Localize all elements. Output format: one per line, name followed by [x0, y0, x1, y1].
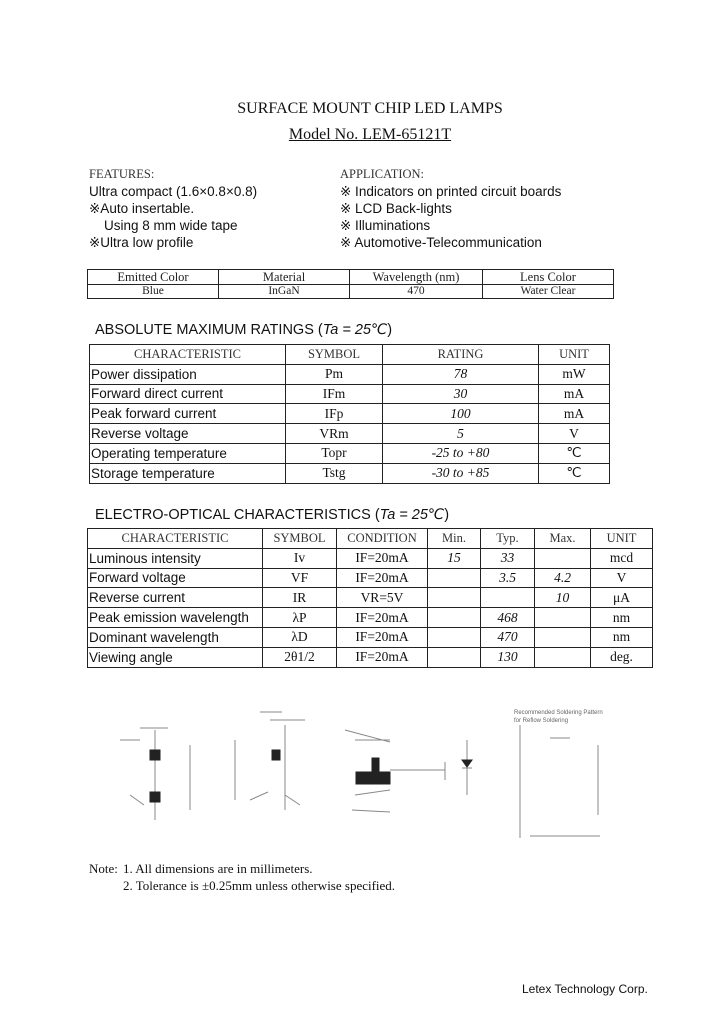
table-cell: IF=20mA [337, 627, 428, 647]
emitted-color-table [87, 269, 614, 299]
table-cell: nm [591, 627, 653, 647]
section-title-close: ) [444, 507, 450, 523]
table-cell: IF=20mA [337, 568, 428, 588]
abs-ratings-table [89, 344, 610, 484]
table-cell: mcd [591, 548, 653, 568]
table-header-cell: RATING [383, 345, 539, 365]
table-row [90, 443, 610, 463]
table-cell: 30 [383, 384, 539, 404]
table-row [88, 647, 653, 667]
feature-item: ※Auto insertable. [89, 201, 195, 216]
table-cell [428, 568, 481, 588]
table-cell [481, 588, 535, 608]
table-header-cell: CONDITION [337, 529, 428, 549]
section-title-text: ELECTRO-OPTICAL CHARACTERISTICS ( [95, 507, 380, 523]
table-row [90, 364, 610, 384]
polarity-symbol [462, 740, 472, 795]
table-header-cell: Material [219, 270, 350, 285]
table-cell: 10 [535, 588, 591, 608]
table-cell: -30 to +85 [383, 463, 539, 483]
table-cell: VF [263, 568, 337, 588]
table-header-cell: CHARACTERISTIC [90, 345, 286, 365]
application-item: ※ Illuminations [340, 218, 431, 233]
table-cell: Reverse current [88, 588, 263, 608]
features-heading: FEATURES: [89, 167, 155, 181]
soldering-subtitle: for Reflow Soldering [514, 718, 569, 724]
table-cell: IF=20mA [337, 608, 428, 628]
table-row [88, 627, 653, 647]
notes-label: Note: [89, 861, 118, 876]
soldering-title: Recommended Soldering Pattern [514, 710, 603, 716]
notes-block [89, 861, 395, 894]
table-cell [535, 627, 591, 647]
eo-title [95, 507, 449, 523]
table-header-row [88, 270, 614, 285]
table-header-cell: SYMBOL [263, 529, 337, 549]
note-item: 1. All dimensions are in millimeters. [123, 861, 313, 876]
table-cell: IFp [286, 404, 383, 424]
table-cell: Storage temperature [90, 463, 286, 483]
feature-item: Ultra compact (1.6×0.8×0.8) [89, 184, 258, 199]
table-cell: 78 [383, 364, 539, 384]
table-cell: λD [263, 627, 337, 647]
table-row [90, 463, 610, 483]
side-view-drawing [235, 712, 305, 810]
table-cell: Viewing angle [88, 647, 263, 667]
table-header-cell: Max. [535, 529, 591, 549]
application-item: ※ Indicators on printed circuit boards [340, 184, 562, 199]
table-header-cell: Emitted Color [88, 270, 219, 285]
document-title: SURFACE MOUNT CHIP LED LAMPS [237, 100, 503, 117]
table-cell: Topr [286, 443, 383, 463]
table-header-cell: Typ. [481, 529, 535, 549]
table-cell: Water Clear [483, 285, 614, 299]
top-view-drawing [120, 728, 190, 820]
table-row [88, 285, 614, 299]
table-row [88, 588, 653, 608]
table-cell: Iv [263, 548, 337, 568]
table-cell: mA [539, 404, 610, 424]
table-cell: InGaN [219, 285, 350, 299]
dimension-drawing [100, 700, 620, 850]
table-cell: Power dissipation [90, 364, 286, 384]
table-cell: Forward voltage [88, 568, 263, 588]
eo-table [87, 528, 653, 668]
table-cell: mA [539, 384, 610, 404]
table-cell: Peak forward current [90, 404, 286, 424]
table-cell: IFm [286, 384, 383, 404]
table-header-cell: SYMBOL [286, 345, 383, 365]
temperature-condition: Ta = 25℃ [379, 507, 445, 523]
table-cell [535, 548, 591, 568]
table-cell: 470 [350, 285, 483, 299]
table-cell: VR=5V [337, 588, 428, 608]
temperature-condition: Ta = 25℃ [322, 322, 388, 338]
table-cell: 33 [481, 548, 535, 568]
table-cell: 5 [383, 424, 539, 444]
table-cell: IF=20mA [337, 548, 428, 568]
table-row [90, 384, 610, 404]
table-header-row [88, 529, 653, 549]
table-cell: ℃ [539, 443, 610, 463]
table-header-cell: UNIT [591, 529, 653, 549]
table-cell: Dominant wavelength [88, 627, 263, 647]
note-item: 2. Tolerance is ±0.25mm unless otherwise specified. [123, 878, 396, 893]
table-cell: nm [591, 608, 653, 628]
front-view-drawing [345, 730, 445, 812]
table-cell: ℃ [539, 463, 610, 483]
table-row [88, 608, 653, 628]
table-cell [428, 588, 481, 608]
table-cell: IF=20mA [337, 647, 428, 667]
table-cell [535, 647, 591, 667]
table-cell: mW [539, 364, 610, 384]
table-cell [428, 627, 481, 647]
table-cell: Blue [88, 285, 219, 299]
application-item: ※ Automotive-Telecommunication [340, 235, 542, 250]
table-cell: 100 [383, 404, 539, 424]
table-cell: 4.2 [535, 568, 591, 588]
table-header-cell: Lens Color [483, 270, 614, 285]
feature-item: Using 8 mm wide tape [104, 218, 238, 233]
table-header-cell: Min. [428, 529, 481, 549]
table-cell: 2θ1/2 [263, 647, 337, 667]
table-cell: 470 [481, 627, 535, 647]
table-cell: λP [263, 608, 337, 628]
table-cell: IR [263, 588, 337, 608]
table-cell: μA [591, 588, 653, 608]
table-cell: 468 [481, 608, 535, 628]
table-header-cell: CHARACTERISTIC [88, 529, 263, 549]
table-cell: 3.5 [481, 568, 535, 588]
features-block [89, 166, 257, 251]
table-row [88, 548, 653, 568]
table-cell: Luminous intensity [88, 548, 263, 568]
application-item: ※ LCD Back-lights [340, 201, 452, 216]
table-cell: Reverse voltage [90, 424, 286, 444]
table-cell: VRm [286, 424, 383, 444]
table-header-row [90, 345, 610, 365]
table-header-cell: UNIT [539, 345, 610, 365]
table-row [88, 568, 653, 588]
table-cell [428, 608, 481, 628]
section-title-text: ABSOLUTE MAXIMUM RATINGS ( [95, 322, 323, 338]
feature-item: ※Ultra low profile [89, 235, 194, 250]
application-block [340, 166, 561, 251]
table-row [90, 404, 610, 424]
table-cell: 15 [428, 548, 481, 568]
table-cell [428, 647, 481, 667]
company-footer: Letex Technology Corp. [522, 982, 648, 996]
table-cell: Tstg [286, 463, 383, 483]
table-cell: 130 [481, 647, 535, 667]
table-cell: Peak emission wavelength [88, 608, 263, 628]
table-cell: Forward direct current [90, 384, 286, 404]
table-cell: Operating temperature [90, 443, 286, 463]
table-cell: deg. [591, 647, 653, 667]
table-cell: -25 to +80 [383, 443, 539, 463]
soldering-pattern-drawing [520, 725, 600, 838]
table-header-cell: Wavelength (nm) [350, 270, 483, 285]
table-cell: V [539, 424, 610, 444]
table-row [90, 424, 610, 444]
table-cell [535, 608, 591, 628]
application-heading: APPLICATION: [340, 167, 425, 181]
model-number: Model No. LEM-65121T [288, 126, 452, 143]
abs-ratings-title [95, 322, 392, 338]
table-cell: Pm [286, 364, 383, 384]
table-cell: V [591, 568, 653, 588]
section-title-close: ) [387, 322, 393, 338]
